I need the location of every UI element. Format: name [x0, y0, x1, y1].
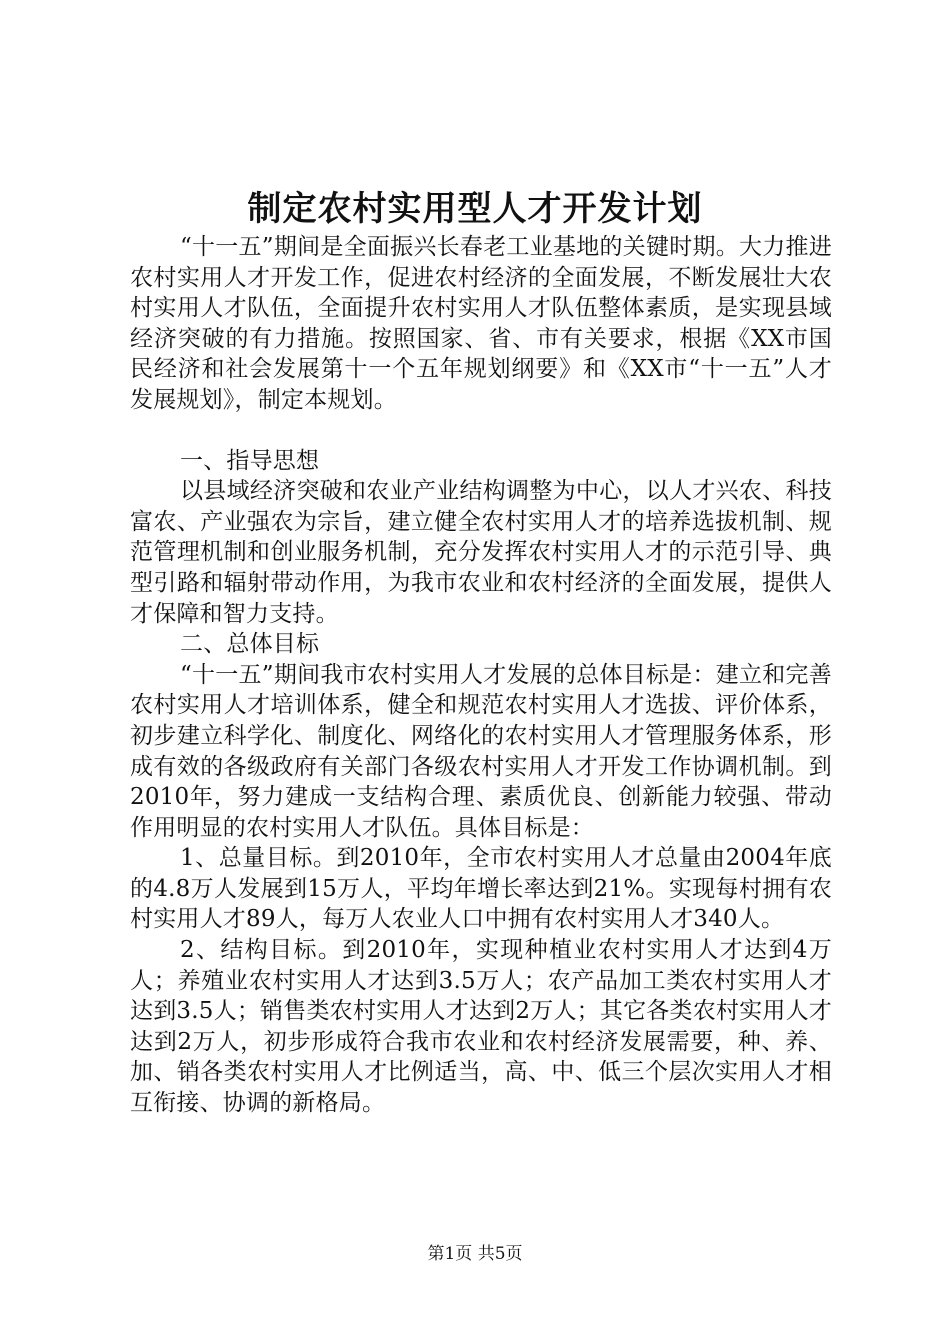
total-goal-paragraph: 1、总量目标。到2010年，全市农村实用人才总量由2004年底的4.8万人发展到15万人，平均年增长率达到21%。实现每村拥有农村实用人才89人，每万人农业人口中拥有农村实用人才340人。: [130, 845, 832, 933]
document-title: 制定农村实用型人才开发计划: [247, 189, 703, 229]
section-heading-guiding-ideology: 一、指导思想: [180, 447, 320, 474]
paragraph-gap: [130, 416, 832, 446]
page-number-footer: 第1页 共5页: [427, 1244, 523, 1264]
overall-goals-paragraph: “十一五”期间我市农村实用人才发展的总体目标是：建立和完善农村实用人才培训体系，健全和规范农村实用人才选拔、评价体系，初步建立科学化、制度化、网络化的农村实用人才管理服务体系，形成有效的各级政府有关部门各级农村实用人才开发工作协调机制。到2010年，努力建成一支结构合理、素质优良、创新能力较强、带动作用明显的农村实用人才队伍。具体目标是：: [130, 661, 832, 841]
structure-goal-paragraph: 2、结构目标。到2010年，实现种植业农村实用人才达到4万人；养殖业农村实用人才达到3.5万人；农产品加工类农村实用人才达到3.5人；销售类农村实用人才达到2万人；其它各类农村实用人才达到2万人，初步形成符合我市农业和农村经济发展需要，种、养、加、销各类农村实用人才比例适当，高、中、低三个层次实用人才相互衔接、协调的新格局。: [130, 937, 832, 1117]
section-heading-overall-goals: 二、总体目标: [180, 631, 320, 658]
guiding-ideology-paragraph: 以县域经济突破和农业产业结构调整为中心，以人才兴农、科技富农、产业强农为宗旨，建立健全农村实用人才的培养选拔机制、规范管理机制和创业服务机制，充分发挥农村实用人才的示范引导、典型引路和辐射带动作用，为我市农业和农村经济的全面发展，提供人才保障和智力支持。: [130, 478, 832, 627]
intro-paragraph: “十一五”期间是全面振兴长春老工业基地的关键时期。大力推进农村实用人才开发工作，促进农村经济的全面发展，不断发展壮大农村实用人才队伍，全面提升农村实用人才队伍整体素质，是实现县域经济突破的有力措施。按照国家、省、市有关要求，根据《XX市国民经济和社会发展第十一个五年规划纲要》和《XX市“十一五”人才发展规划》，制定本规划。: [130, 234, 832, 413]
document-body: [130, 232, 832, 1119]
